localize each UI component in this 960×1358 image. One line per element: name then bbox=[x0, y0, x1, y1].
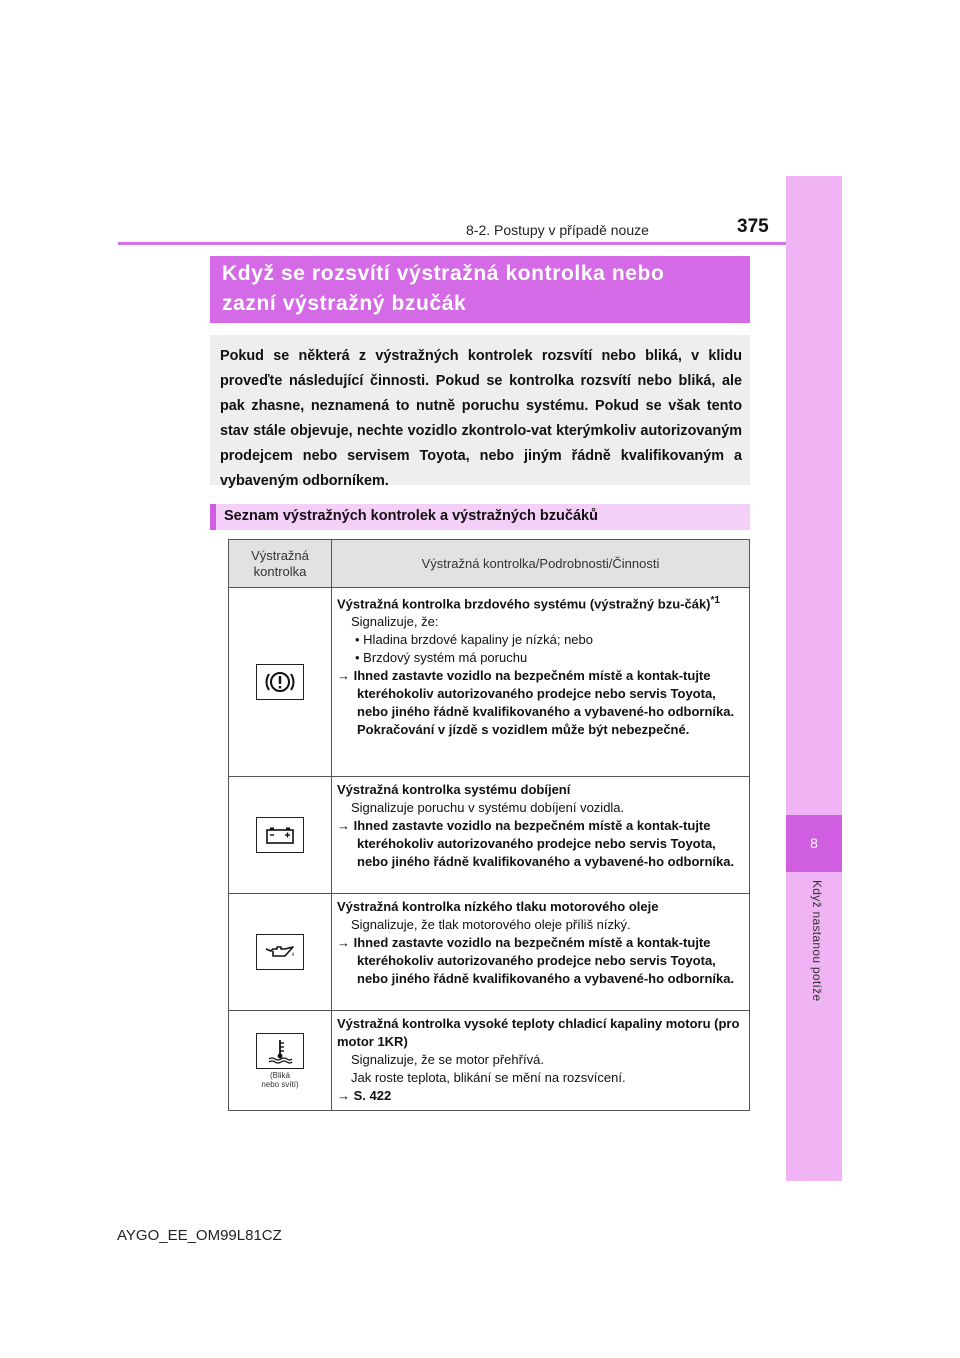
intro-text: Pokud se některá z výstražných kontrolek rozsvítí nebo bliká, v klidu proveďte následující činnosti. Pokud se kontrolka rozsvítí nebo bliká, ale pak zhasne, neznamená to nutně poruchu systému. Pokud se však tento stav stále objevuje, nechte vozidlo zkontrolo-vat kterýmkoliv autorizovaným prodejcem nebo servisem Toyota, nebo jiným řádně kvalifikovaným a vybaveným odborníkem. bbox=[210, 335, 750, 485]
details-cell bbox=[332, 588, 750, 777]
list-subheading: Seznam výstražných kontrolek a výstražných bzučáků bbox=[210, 504, 750, 530]
light-description: Signalizuje, že tlak motorového oleje příliš nízký. bbox=[351, 917, 631, 932]
icon-cell bbox=[229, 894, 332, 1011]
light-description: Signalizuje, že se motor přehřívá. bbox=[351, 1052, 544, 1067]
oil-pressure-icon bbox=[256, 934, 304, 970]
action-text: → Ihned zastavte vozidlo na bezpečném místě a kontak-tujte kteréhokoliv autorizovaného prodejce nebo servis Toyota, nebo jiného řádně kvalifikovaného a vybavené-ho odborníka. bbox=[337, 818, 735, 869]
page-number: 375 bbox=[737, 216, 769, 237]
table-row bbox=[229, 588, 750, 777]
coolant-temperature-icon bbox=[256, 1033, 304, 1069]
icon-note: (Bliká nebo svítí) bbox=[261, 1070, 299, 1089]
details-cell bbox=[332, 1011, 750, 1111]
warning-lights-table bbox=[228, 539, 750, 1111]
list-item: • Brzdový systém má poruchu bbox=[355, 650, 528, 666]
light-description: Signalizuje, že: bbox=[351, 614, 439, 630]
icon-cell bbox=[229, 1011, 332, 1111]
light-title: Výstražná kontrolka nízkého tlaku motorového oleje bbox=[337, 899, 659, 914]
light-description-2: Jak roste teplota, blikání se mění na rozsvícení. bbox=[351, 1070, 626, 1085]
table-row bbox=[229, 894, 750, 1011]
section-title bbox=[210, 256, 750, 323]
table-row bbox=[229, 777, 750, 894]
table-row bbox=[229, 1011, 750, 1111]
icon-cell bbox=[229, 777, 332, 894]
header-divider bbox=[118, 242, 786, 245]
light-title: Výstražná kontrolka brzdového systému (výstražný bzu-čák)$^{*1}$ bbox=[337, 595, 720, 612]
battery-icon bbox=[256, 817, 304, 853]
column-header-details: Výstražná kontrolka/Podrobnosti/Činnosti bbox=[332, 540, 750, 588]
column-header-light: Výstražná kontrolka bbox=[229, 540, 332, 588]
action-text: → Ihned zastavte vozidlo na bezpečném místě a kontak-tujte kteréhokoliv autorizovaného prodejce nebo servis Toyota, nebo jiného řádně kvalifikovaného a vybavené-ho odborníka. bbox=[337, 935, 735, 986]
chapter-number: 8 bbox=[786, 815, 842, 872]
table-header-row bbox=[229, 540, 750, 588]
details-cell bbox=[332, 894, 750, 1011]
light-description: Signalizuje poruchu v systému dobíjení vozidla. bbox=[351, 800, 625, 815]
section-path: 8-2. Postupy v případě nouze bbox=[466, 222, 649, 238]
action-text: → Ihned zastavte vozidlo na bezpečném místě a kontak-tujte kteréhokoliv autorizovaného prodejce nebo servis Toyota, nebo jiného řádně kvalifikovaného a vybavené-ho odborníka. Pokračování v jízdě s vozidlem může být nebezpečné. bbox=[337, 668, 735, 738]
document-code: AYGO_EE_OM99L81CZ bbox=[117, 1227, 282, 1244]
list-item: • Hladina brzdové kapaliny je nízká; nebo bbox=[355, 632, 593, 648]
light-title: Výstražná kontrolka vysoké teploty chladicí kapaliny motoru (pro motor 1KR) bbox=[337, 1016, 740, 1049]
brake-warning-icon bbox=[256, 664, 304, 700]
chapter-title: Když nastanou potíže bbox=[810, 880, 824, 1002]
icon-cell bbox=[229, 588, 332, 777]
section-title-line1: Když se rozsvítí výstražná kontrolka nebo bbox=[222, 262, 665, 285]
light-title: Výstražná kontrolka systému dobíjení bbox=[337, 782, 571, 797]
section-title-line2: zazní výstražný bzučák bbox=[222, 292, 467, 315]
details-cell bbox=[332, 777, 750, 894]
page-reference-link[interactable]: → S. 422 bbox=[337, 1088, 392, 1103]
